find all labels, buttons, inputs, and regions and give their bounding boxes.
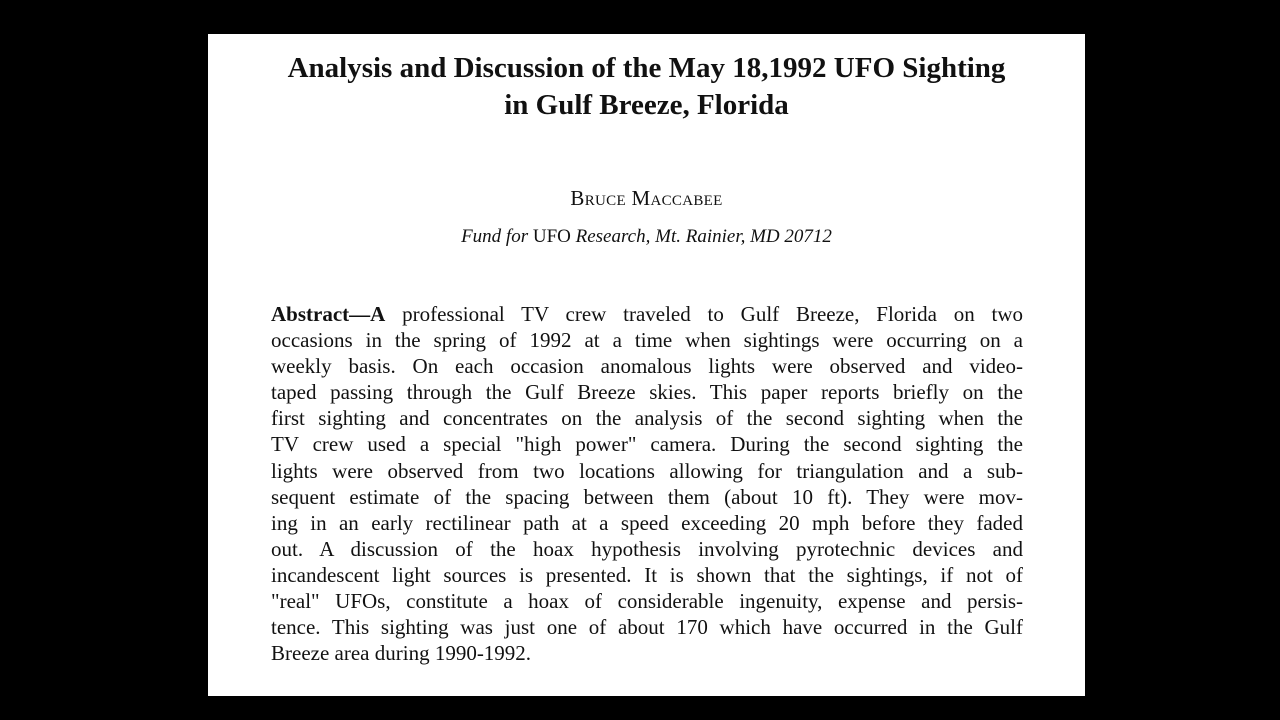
affiliation-part-2: UFO: [528, 226, 576, 247]
paper-title-line-2: in Gulf Breeze, Florida: [504, 89, 789, 121]
abstract-line: incandescent light sources is presented. It is shown that the sightings, if not of: [271, 562, 1023, 587]
paper-title: [208, 50, 1085, 124]
abstract-line: occasions in the spring of 1992 at a time when sightings were occurring on a: [271, 328, 1023, 353]
abstract-line: lights were observed from two locations allowing for triangulation and a sub-: [271, 458, 1023, 483]
paper-title-line-1: Analysis and Discussion of the May 18,1992 UFO Sighting: [287, 52, 1006, 84]
abstract-line: tence. This sighting was just one of about 170 which have occurred in the Gulf: [271, 615, 1023, 640]
author-name: Bruce Maccabee: [570, 186, 723, 210]
abstract-line: first sighting and concentrates on the analysis of the second sighting when the: [271, 406, 1023, 431]
abstract-line: ing in an early rectilinear path at a speed exceeding 20 mph before they faded: [271, 510, 1023, 535]
affiliation-part-1: Fund for: [461, 226, 529, 247]
abstract-line-text: professional TV crew traveled to Gulf Breeze, Florida on two: [385, 302, 1023, 326]
abstract-line: "real" UFOs, constitute a hoax of considerable ingenuity, expense and persis-: [271, 589, 1023, 614]
abstract-line: weekly basis. On each occasion anomalous lights were observed and video-: [271, 354, 1023, 379]
affiliation-part-3: Research, Mt. Rainier, MD 20712: [575, 226, 832, 247]
abstract-line: [271, 301, 1023, 327]
abstract-line: TV crew used a special "high power" camera. During the second sighting the: [271, 432, 1023, 457]
abstract-line: Breeze area during 1990-1992.: [271, 641, 532, 666]
abstract-label: Abstract—A: [271, 302, 386, 326]
abstract-line: out. A discussion of the hoax hypothesis involving pyrotechnic devices and: [271, 536, 1023, 561]
abstract: [271, 301, 1023, 666]
document-page: [208, 34, 1085, 696]
abstract-line: taped passing through the Gulf Breeze skies. This paper reports briefly on the: [271, 380, 1023, 405]
author-affiliation: [208, 226, 1085, 248]
abstract-line: sequent estimate of the spacing between them (about 10 ft). They were mov-: [271, 484, 1023, 509]
